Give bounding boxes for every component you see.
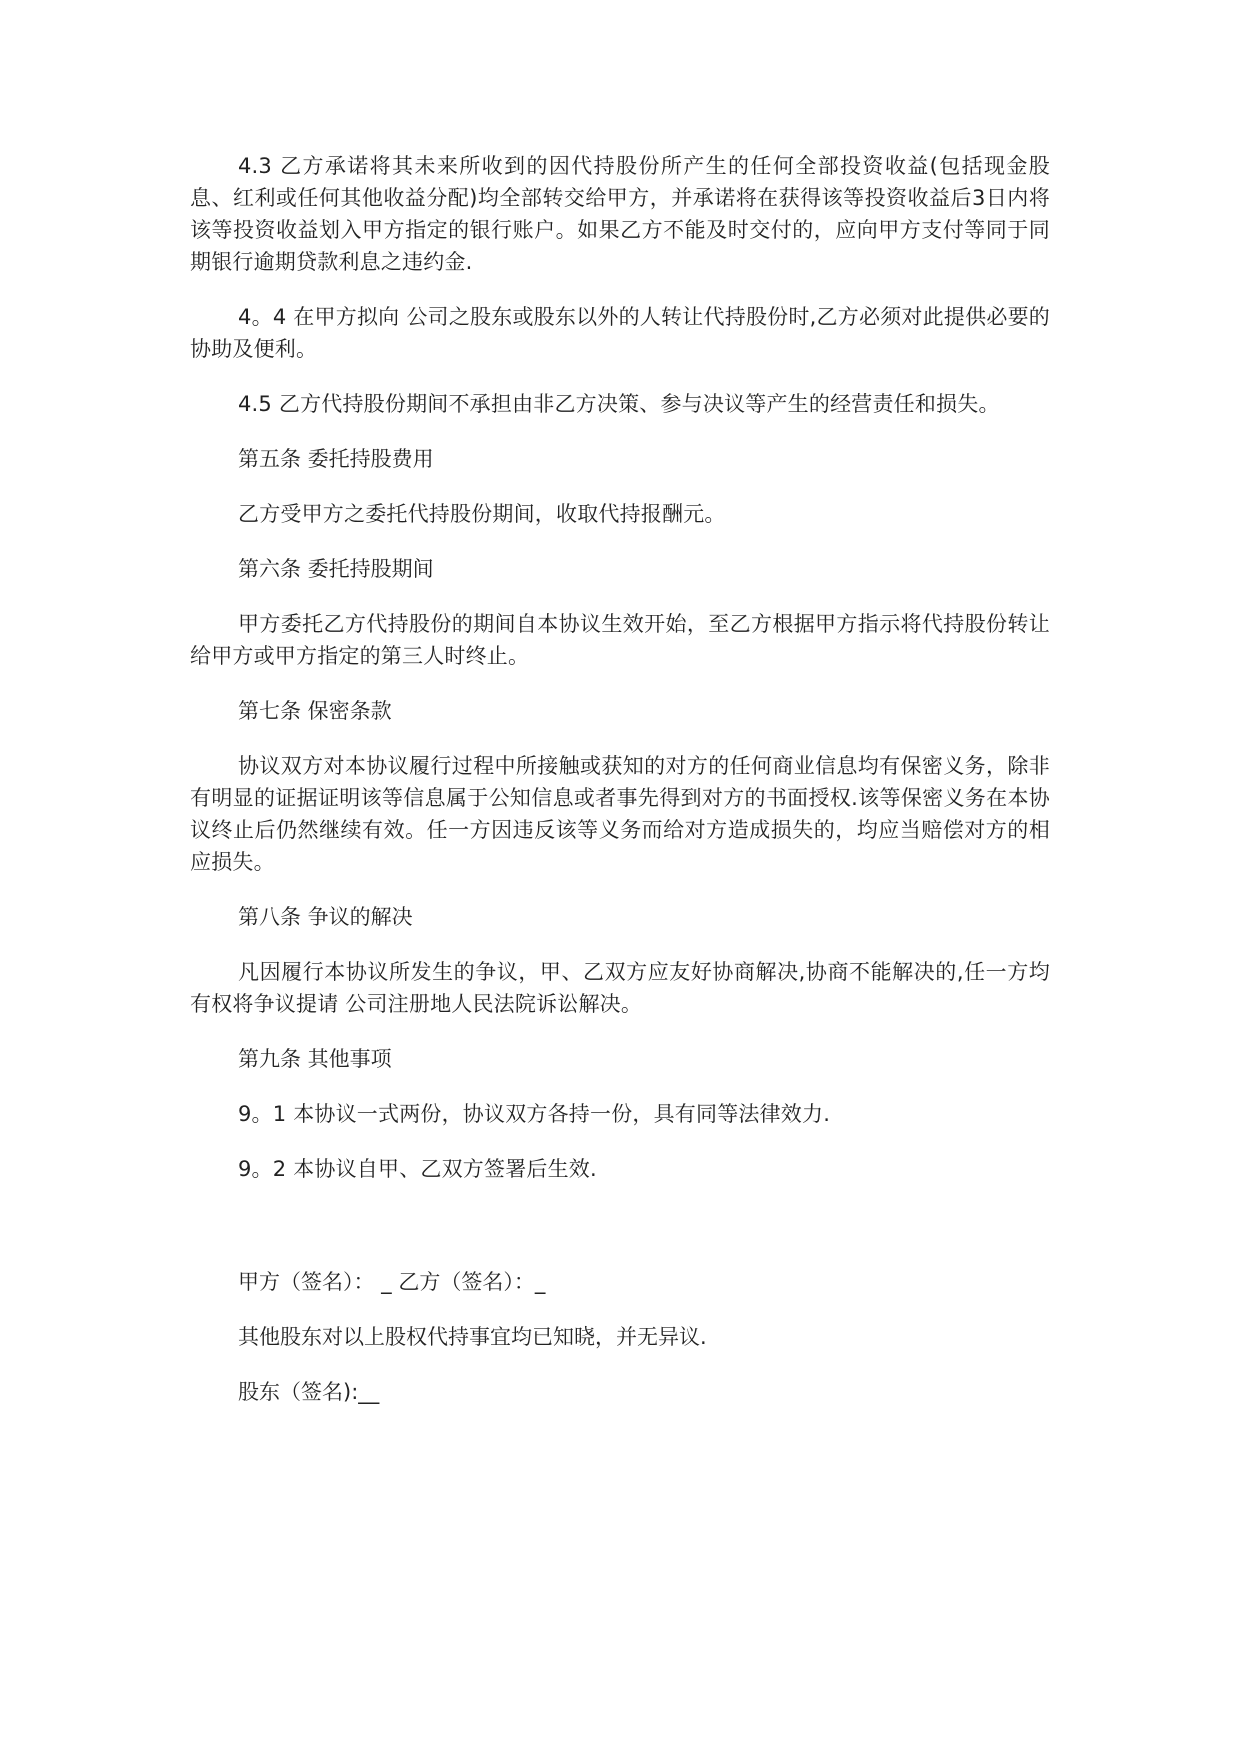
shareholder-acknowledgement: 其他股东对以上股权代持事宜均已知晓，并无异议.	[238, 1325, 707, 1349]
party-signatures: 甲方（签名）： _ 乙方（签名）：_	[238, 1270, 546, 1294]
article-8-body: 凡因履行本协议所发生的争议，甲、乙双方应友好协商解决,协商不能解决的,任一方均有权将争议提请 公司注册地人民法院诉讼解决。	[190, 960, 1050, 1016]
document-page	[190, 150, 1050, 1431]
clause-9-2: 9。2 本协议自甲、乙双方签署后生效.	[238, 1157, 597, 1181]
article-7-body: 协议双方对本协议履行过程中所接触或获知的对方的任何商业信息均有保密义务，除非有明显的证据证明该等信息属于公知信息或者事先得到对方的书面授权.该等保密义务在本协议终止后仍然继续有效。任一方因违反该等义务而给对方造成损失的，均应当赔偿对方的相应损失。	[190, 754, 1050, 874]
article-5-body: 乙方受甲方之委托代持股份期间，收取代持报酬元。	[238, 502, 726, 526]
article-5-heading: 第五条 委托持股费用	[238, 447, 434, 471]
article-8-heading: 第八条 争议的解决	[238, 905, 413, 929]
article-6-heading: 第六条 委托持股期间	[238, 557, 434, 581]
signature-spacer	[190, 1208, 1050, 1266]
clause-4-3: 4.3 乙方承诺将其未来所收到的因代持股份所产生的任何全部投资收益(包括现金股息、红利或任何其他收益分配)均全部转交给甲方，并承诺将在获得该等投资收益后3日内将该等投资收益划入甲方指定的银行账户。如果乙方不能及时交付的，应向甲方支付等同于同期银行逾期贷款利息之违约金.	[190, 154, 1050, 274]
article-6-body: 甲方委托乙方代持股份的期间自本协议生效开始，至乙方根据甲方指示将代持股份转让给甲方或甲方指定的第三人时终止。	[190, 612, 1050, 668]
shareholder-signature: 股东（签名):__	[238, 1380, 380, 1404]
clause-4-4: 4。4 在甲方拟向 公司之股东或股东以外的人转让代持股份时,乙方必须对此提供必要的协助及便利。	[190, 305, 1050, 361]
article-9-heading: 第九条 其他事项	[238, 1047, 392, 1071]
clause-9-1: 9。1 本协议一式两份，协议双方各持一份，具有同等法律效力.	[238, 1102, 831, 1126]
clause-4-5: 4.5 乙方代持股份期间不承担由非乙方决策、参与决议等产生的经营责任和损失。	[238, 392, 1000, 416]
article-7-heading: 第七条 保密条款	[238, 699, 392, 723]
